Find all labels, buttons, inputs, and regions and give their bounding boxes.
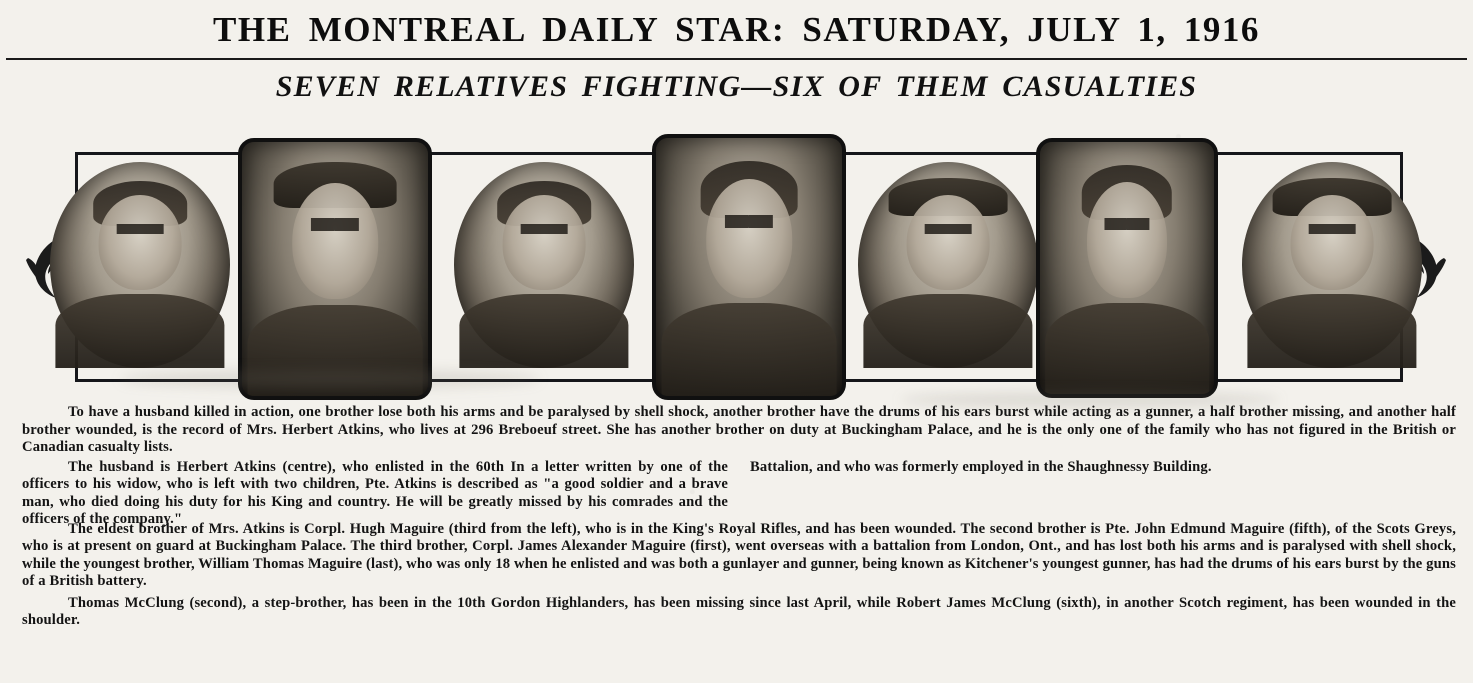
paragraph-lead-text: To have a husband killed in action, one brother lose both his arms and be paralysed by shell shock, another brother have the drums of his ears burst while acting as a gunner, a half brother missing, and another half brother wounded, is the record of Mrs. Herbert Atkins, who lives at 296 Breboeuf street. She has another brother on duty at Buckingham Palace, and he is the only one of the family who has not figured in the British or Canadian casualty lists. xyxy=(22,404,1456,455)
masthead-title: THE MONTREAL DAILY STAR: SATURDAY, JULY 1, 1916 xyxy=(213,10,1260,49)
eyes-shape xyxy=(1309,224,1356,234)
masthead-divider xyxy=(6,58,1467,60)
eyes-shape xyxy=(117,224,164,234)
paragraph-battalion-text: Battalion, and who was formerly employed in the Shaughnessy Building. xyxy=(750,458,1212,475)
portrait-pte-herbert-atkins xyxy=(652,134,846,400)
uniform-shape xyxy=(1247,294,1416,368)
uniform-shape xyxy=(863,294,1032,368)
portrait-image xyxy=(454,162,634,368)
portrait-thomas-mcclung xyxy=(238,138,432,400)
paragraph-lead xyxy=(22,404,1456,457)
portrait-robert-james-mcclung xyxy=(1036,138,1218,398)
uniform-shape xyxy=(55,294,224,368)
portrait-image xyxy=(242,142,428,396)
portrait-band xyxy=(20,130,1452,398)
portrait-image xyxy=(858,162,1038,368)
uniform-shape xyxy=(1045,303,1209,394)
portrait-pte-john-edmund-maguire xyxy=(858,162,1038,368)
portrait-image xyxy=(1242,162,1422,368)
face-shape xyxy=(1087,182,1167,298)
uniform-shape xyxy=(662,303,837,396)
face-shape xyxy=(907,195,990,290)
eyes-shape xyxy=(1104,218,1149,231)
paragraph-mcclung-text: Thomas McClung (second), a step-brother, has been in the 10th Gordon Highlanders, has been missing since last April, while Robert James McClung (sixth), in another Scotch regiment, has been wounded in the shoulder. xyxy=(22,594,1456,628)
article-body xyxy=(22,404,1456,679)
face-shape xyxy=(503,195,586,290)
portrait-image xyxy=(656,138,842,396)
two-column-block xyxy=(22,458,1456,527)
portrait-corpl-hugh-maguire xyxy=(454,162,634,368)
page-headline: SEVEN RELATIVES FIGHTING—SIX OF THEM CASUALTIES xyxy=(275,70,1198,103)
eyes-shape xyxy=(925,224,972,234)
uniform-shape xyxy=(459,294,628,368)
paragraph-brothers-text: The eldest brother of Mrs. Atkins is Corpl. Hugh Maguire (third from the left), who is in the King's Royal Rifles, and has been wounded. The second brother is Pte. John Edmund Maguire (fifth), of the Scots Greys, who is at present on guard at Buckingham Palace. The third brother, Corpl. James Alexander Maguire (first), went overseas with a battalion from London, Ont., and has lost both his arms and is paralysed with shell shock, while the youngest brother, William Thomas Maguire (last), who was only 18 when he enlisted and was both a gunlayer and gunner, being known as Kitchener's youngest gunner, has had the drums of his ears burst by the guns of a British battery. xyxy=(22,520,1456,589)
portrait-corpl-james-alexander-maguire xyxy=(50,162,230,368)
face-shape xyxy=(1291,195,1374,290)
portrait-image xyxy=(50,162,230,368)
column-left xyxy=(22,459,728,533)
eyes-shape xyxy=(521,224,568,234)
portrait-image xyxy=(1040,142,1214,394)
face-shape xyxy=(706,179,792,298)
column-right xyxy=(750,459,1456,481)
eyes-shape xyxy=(725,215,773,228)
eyes-shape xyxy=(311,218,359,231)
uniform-shape xyxy=(248,305,423,396)
paragraph-husband-text: The husband is Herbert Atkins (centre), who enlisted in the 60th In a letter written by one of the officers to his widow, who is left with two children, Pte. Atkins is described as "a good soldier and a brave man, who died doing his duty for his King and country. He will be greatly missed by his comrades and the officers of the company." xyxy=(22,458,728,527)
paragraph-battalion xyxy=(750,459,1456,477)
paragraph-mcclung xyxy=(22,595,1456,630)
portrait-william-thomas-maguire xyxy=(1242,162,1422,368)
paragraph-husband xyxy=(22,459,728,529)
face-shape xyxy=(99,195,182,290)
face-shape xyxy=(292,183,378,300)
